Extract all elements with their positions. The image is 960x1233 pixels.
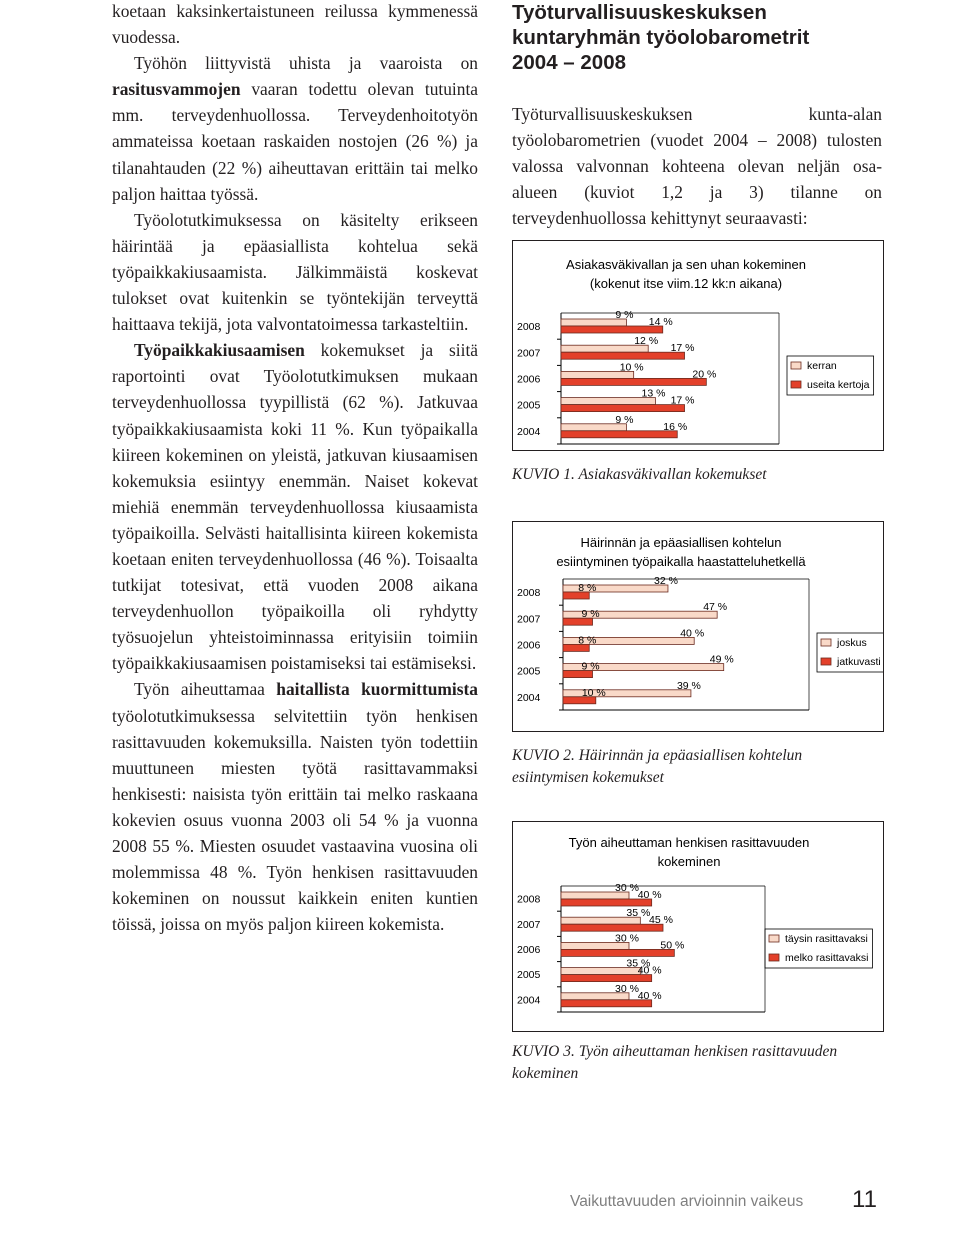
legend-swatch — [791, 362, 801, 369]
legend — [791, 360, 870, 391]
data-label: 17 % — [670, 394, 695, 407]
data-label: 40 % — [637, 989, 662, 1002]
data-label: 40 % — [637, 889, 662, 901]
data-label: 35 % — [626, 907, 651, 920]
category-label: 2005 — [517, 399, 541, 412]
running-footer: Vaikuttavuuden arvioinnin vaikeus — [570, 1193, 804, 1210]
chart-1-caption: KUVIO 1. Asiakasväkivallan kokemukset — [512, 466, 767, 483]
data-label: 20 % — [692, 368, 717, 381]
legend-label: melko rasittavaksi — [785, 952, 869, 964]
chart-2-caption: KUVIO 2. Häirinnän ja epäasiallisen kohtelun esiintymisen kokemukset — [512, 747, 803, 786]
data-label: 17 % — [670, 342, 695, 355]
data-label: 16 % — [663, 420, 688, 433]
data-label: 40 % — [680, 627, 705, 640]
chart-2-box — [512, 521, 884, 732]
data-label: 9 % — [581, 608, 600, 621]
legend-swatch — [769, 954, 779, 961]
legend — [821, 637, 881, 668]
chart-1-box — [512, 240, 884, 451]
data-label: 30 % — [615, 932, 639, 945]
chart-title-line1: Asiakasväkivallan ja sen uhan kokeminen — [566, 257, 806, 272]
category-label: 2007 — [517, 613, 541, 626]
chart-title-line2: kokeminen — [657, 854, 721, 869]
category-label: 2006 — [517, 373, 541, 386]
category-label: 2008 — [517, 893, 541, 906]
bar — [561, 924, 663, 931]
category-label: 2005 — [517, 969, 541, 982]
data-label: 49 % — [709, 653, 734, 666]
data-label: 12 % — [634, 335, 659, 348]
data-label: 9 % — [581, 660, 600, 673]
data-label: 40 % — [637, 964, 662, 977]
category-label: 2005 — [517, 665, 541, 678]
chart-title-line2: esiintyminen työpaikalla haastatteluhetkellä — [556, 554, 806, 569]
paragraph-5: Työn aiheuttamaa haitallista kuormittumista työolotutkimuksessa selvitettiin työn henkisen rasittavuuden kokemuksilla. Naisten työn todettiin muuttuneen miesten työtä rasittavammaksi henkisesti: naisista työn erittäin tai melko raskaana kokevien osuus vuonna 2003 oli 54 % ja vuonna 2008 55 %. Miesten osuudet vastaavina vuosina oli molemmissa 48 %. Työn henkisen rasittavuuden kokeminen on noussut kaikkein eniten kuntien töissä, joissa on myös paljon kiireen kokemista. — [112, 679, 479, 935]
data-label: 9 % — [615, 309, 634, 321]
legend — [769, 933, 868, 964]
category-label: 2008 — [517, 321, 541, 334]
bar — [561, 352, 685, 359]
data-label: 30 % — [615, 982, 639, 995]
data-label: 10 % — [619, 361, 644, 374]
data-label: 32 % — [653, 575, 678, 587]
paragraph-3: Työolotutkimuksessa on käsitelty erikseen häirintää ja epäasiallista kohtelua sekä työpaikkakiusaamista. Jälkimmäistä koskevat tulokset ovat kuitenkin se työntekijän terveyttä haittaava tekijä, jota valvontatoimessa tarkasteltiin. — [112, 209, 478, 335]
legend-swatch — [791, 381, 801, 388]
category-label: 2006 — [517, 639, 541, 652]
data-label: 8 % — [578, 582, 597, 594]
chart-title-line1: Häirinnän ja epäasiallisen kohtelun — [580, 535, 782, 550]
bar — [561, 405, 685, 412]
page-number: 11 — [852, 1186, 877, 1213]
legend-label: jatkuvasti — [837, 656, 881, 668]
data-label: 35 % — [626, 957, 651, 970]
data-label: 30 % — [615, 882, 639, 894]
legend-label: kerran — [807, 360, 837, 372]
bar — [561, 431, 677, 438]
section-intro: Työturvallisuuskeskuksen kunta-alan työolobarometrien (vuodet 2004 – 2008) tulosten valossa valvonnan kohteena olevan neljän osa-alueen (kuviot 1,2 ja 3) tilanne on terveydenhuollossa kehittynyt seuraavasti: — [512, 104, 882, 228]
chart-title-line2: (kokenut itse viim.12 kk:n aikana) — [589, 276, 783, 291]
chart-3-svg — [513, 822, 883, 1031]
chart-1-svg — [513, 241, 883, 450]
chart-3-box — [512, 821, 884, 1032]
bar — [561, 378, 706, 385]
data-label: 9 % — [615, 413, 634, 426]
right-text-column — [512, 0, 882, 231]
data-label: 14 % — [648, 316, 673, 328]
legend-label: useita kertoja — [807, 379, 870, 391]
legend-label: joskus — [837, 637, 867, 649]
legend-label: täysin rasittavaksi — [785, 933, 868, 945]
data-label: 10 % — [581, 686, 606, 699]
data-label: 13 % — [641, 387, 666, 400]
paragraph-1: koetaan kaksinkertaistuneen reilussa kymmenessä vuodessa. — [112, 1, 478, 48]
category-label: 2004 — [517, 994, 541, 1007]
category-label: 2008 — [517, 587, 541, 600]
category-label: 2004 — [517, 691, 541, 704]
data-label: 50 % — [660, 939, 685, 952]
paragraph-2: Työhön liittyvistä uhista ja vaaroista on rasitusvammojen vaaran todettu olevan tutuinta mm. terveydenhuollossa. Terveydenhoitotyön ammateissa koetaan raskaiden nostojen (26 %) ja tilanahtauden (22 %) aiheuttavan erittäin tai melko paljon haittaa työssä. — [112, 53, 478, 204]
bar — [561, 949, 674, 956]
paragraph-4: Työpaikkakiusaamisen kokemukset ja siitä raportointi ovat Työolotutkimuksen mukaan terveydenhuollossa tyypillistä (62 %). Jatkuvaa työpaikkakiusaamista koki 11 %. Kun työpaikalla kiireen kokeminen on yleistä, jatkuvan kiusaamisen kokemuksia esiintyy enemmän. Naiset kokevat miehiä enemmän terveydenhuollossa kiusaamista työpaikoilla. Selvästi haitallisinta kiireen kokemista koetaan eniten terveydenhuollossa (46 %). Toisaalta tutkijat totesivat, että vuoden 2008 aikana terveydenhuollon työpaikoilla oli ryhdytty työsuojelun yhteistoiminnassa erityisiin toimiin työpaikkakiusaamisen poistamiseksi tai estämiseksi. — [112, 340, 478, 674]
chart-3-caption: KUVIO 3. Työn aiheuttaman henkisen rasittavuuden kokeminen — [512, 1043, 838, 1082]
legend-swatch — [821, 639, 831, 646]
chart-title-line1: Työn aiheuttaman henkisen rasittavuuden — [568, 835, 810, 850]
bar — [561, 326, 663, 333]
category-label: 2007 — [517, 918, 541, 931]
data-label: 45 % — [649, 914, 673, 927]
section-heading: Työturvallisuuskeskuksen kuntaryhmän työolobarometrit 2004 – 2008 — [512, 1, 810, 74]
category-label: 2004 — [517, 425, 541, 438]
data-label: 47 % — [703, 601, 728, 614]
left-text-column — [112, 0, 478, 937]
legend-swatch — [769, 935, 779, 942]
data-label: 39 % — [676, 679, 701, 692]
chart-2-svg — [513, 522, 883, 731]
category-label: 2007 — [517, 347, 541, 360]
legend-swatch — [821, 658, 831, 665]
category-label: 2006 — [517, 944, 541, 956]
data-label: 8 % — [578, 634, 597, 647]
